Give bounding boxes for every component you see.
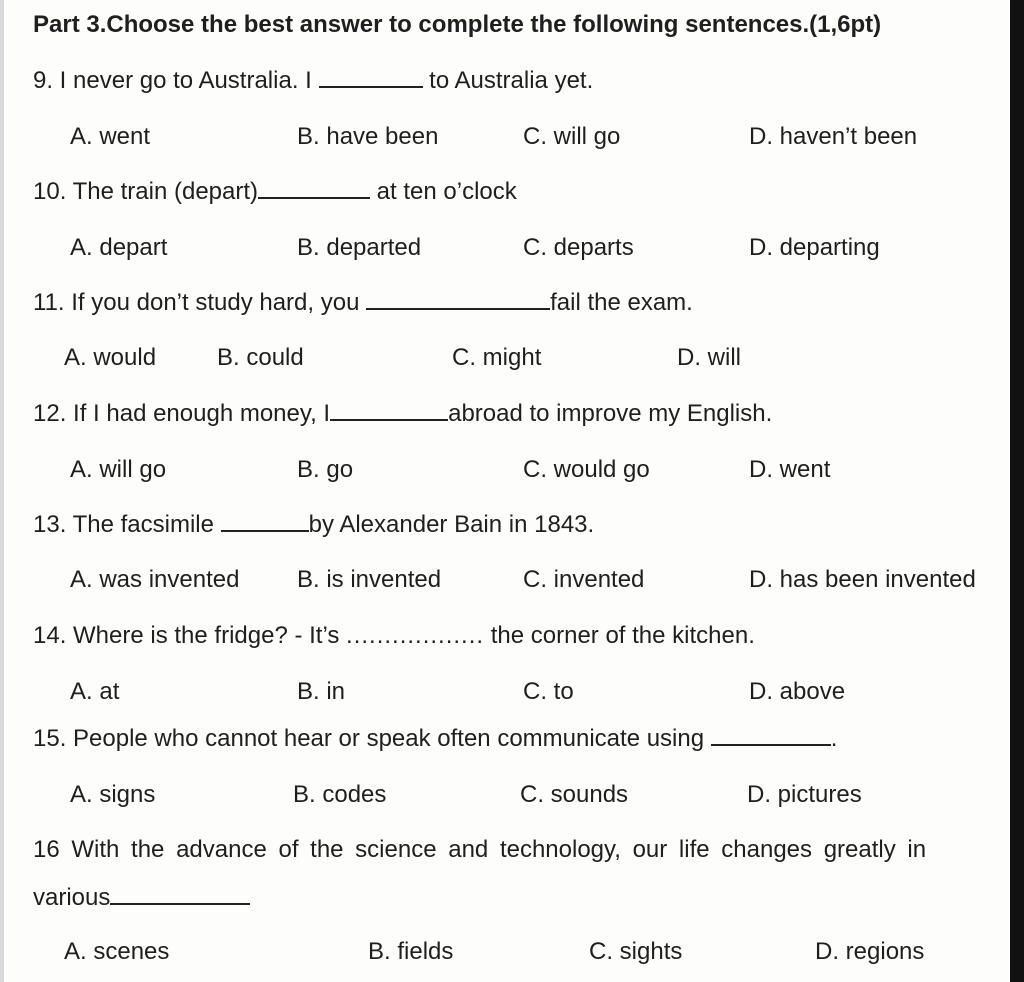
- question-15-option-b[interactable]: B. codes: [293, 781, 387, 808]
- question-14-option-c[interactable]: C. to: [523, 678, 574, 705]
- question-13-option-c[interactable]: C. invented: [523, 566, 645, 593]
- page-title: Part 3.Choose the best answer to complete the following sentences.(1,6pt): [33, 11, 882, 38]
- question-9-blank[interactable]: [319, 70, 423, 88]
- question-14-blank[interactable]: ..................: [346, 622, 485, 649]
- question-16-stem-line1: 16 With the advance of the science and technology, our life changes greatly in: [33, 836, 927, 863]
- question-16-option-a[interactable]: A. scenes: [64, 938, 170, 965]
- question-10-text-after: at ten o’clock: [370, 178, 517, 205]
- question-13-blank[interactable]: [221, 514, 309, 532]
- question-12-option-c[interactable]: C. would go: [523, 456, 650, 483]
- question-10-text-before: 10. The train (depart): [33, 178, 259, 205]
- question-14-text-before: 14. Where is the fridge? - It’s: [33, 622, 347, 649]
- question-11-stem: [33, 289, 693, 317]
- question-10-blank[interactable]: [258, 181, 370, 199]
- question-13-option-d[interactable]: D. has been invented: [749, 566, 976, 593]
- page-left-edge: [0, 0, 4, 982]
- question-9-option-d[interactable]: D. haven’t been: [749, 123, 918, 150]
- question-12-blank[interactable]: [330, 403, 448, 421]
- question-12-option-d[interactable]: D. went: [749, 456, 831, 483]
- question-14-stem: [33, 622, 755, 650]
- question-11-option-c[interactable]: C. might: [452, 344, 542, 371]
- question-16-option-d[interactable]: D. regions: [815, 938, 925, 965]
- question-14-option-a[interactable]: A. at: [70, 678, 120, 705]
- question-11-blank[interactable]: [366, 292, 550, 310]
- question-16-option-c[interactable]: C. sights: [589, 938, 683, 965]
- question-14-option-b[interactable]: B. in: [297, 678, 346, 705]
- question-11-option-d[interactable]: D. will: [677, 344, 741, 371]
- question-11-text-after: fail the exam.: [550, 289, 693, 316]
- question-9-option-c[interactable]: C. will go: [523, 123, 621, 150]
- question-16-blank[interactable]: [110, 887, 250, 905]
- question-11-option-b[interactable]: B. could: [217, 344, 304, 371]
- question-11-text-before: 11. If you don’t study hard, you: [33, 289, 367, 316]
- question-10-option-a[interactable]: A. depart: [70, 234, 168, 261]
- question-16-text-before: various: [33, 884, 111, 911]
- question-12-option-a[interactable]: A. will go: [70, 456, 167, 483]
- question-14-option-d[interactable]: D. above: [749, 678, 846, 705]
- question-10-option-d[interactable]: D. departing: [749, 234, 880, 261]
- question-15-option-c[interactable]: C. sounds: [520, 781, 629, 808]
- question-12-text-before: 12. If I had enough money, I: [33, 400, 331, 427]
- question-10-option-c[interactable]: C. departs: [523, 234, 634, 261]
- question-9-option-b[interactable]: B. have been: [297, 123, 439, 150]
- question-12-stem: [33, 400, 772, 428]
- question-14-text-after: the corner of the kitchen.: [484, 622, 755, 649]
- question-9-option-a[interactable]: A. went: [70, 123, 151, 150]
- question-11-option-a[interactable]: A. would: [64, 344, 157, 371]
- question-10-option-b[interactable]: B. departed: [297, 234, 422, 261]
- question-15-option-d[interactable]: D. pictures: [747, 781, 862, 808]
- question-12-option-b[interactable]: B. go: [297, 456, 354, 483]
- question-15-text-before: 15. People who cannot hear or speak often communicate using: [33, 725, 711, 752]
- question-9-text-after: to Australia yet.: [422, 67, 594, 94]
- question-12-text-after: abroad to improve my English.: [448, 400, 773, 427]
- question-15-text-after: .: [830, 725, 838, 752]
- question-9-stem: [33, 67, 593, 95]
- question-15-blank[interactable]: [711, 728, 831, 746]
- question-13-option-a[interactable]: A. was invented: [70, 566, 240, 593]
- question-16-stem-line2: [33, 884, 250, 912]
- question-15-option-a[interactable]: A. signs: [70, 781, 156, 808]
- page-right-edge: [1010, 0, 1024, 982]
- question-13-text-after: by Alexander Bain in 1843.: [308, 511, 595, 538]
- question-16-option-b[interactable]: B. fields: [368, 938, 454, 965]
- question-15-stem: [33, 725, 837, 753]
- question-10-stem: [33, 178, 517, 206]
- question-13-text-before: 13. The facsimile: [33, 511, 221, 538]
- question-9-text-before: 9. I never go to Australia. I: [33, 67, 319, 94]
- question-13-option-b[interactable]: B. is invented: [297, 566, 442, 593]
- question-13-stem: [33, 511, 594, 539]
